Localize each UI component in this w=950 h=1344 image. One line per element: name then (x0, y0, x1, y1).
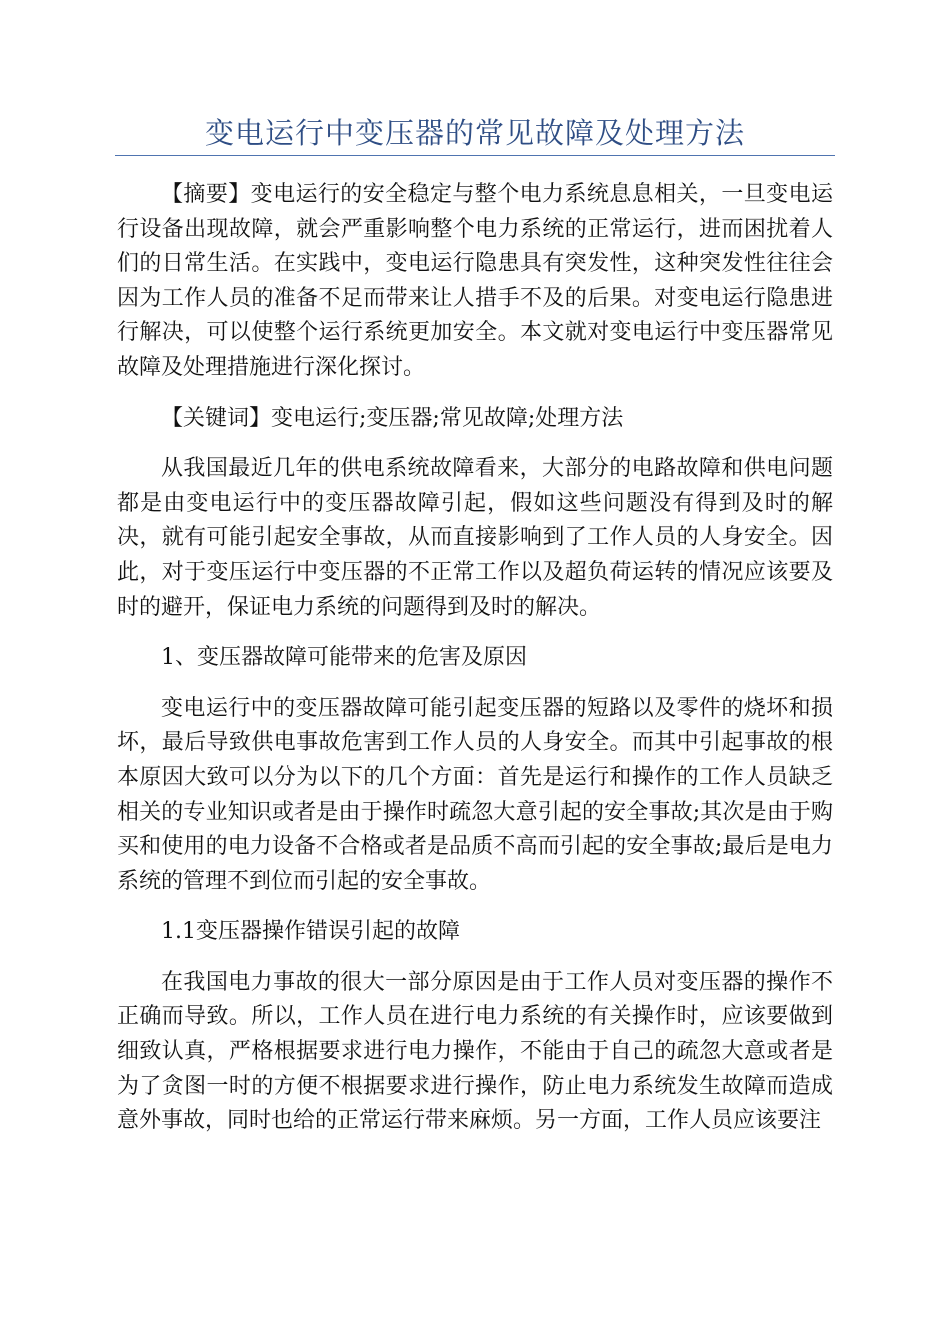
document-body (117, 178, 833, 1155)
subsection-heading-1-1: 1.1变压器操作错误引起的故障 (161, 919, 460, 945)
intro-paragraph: 从我国最近几年的供电系统故障看来，大部分的电路故障和供电问题都是由变电运行中的变压器故障引起，假如这些问题没有得到及时的解决，就有可能引起安全事故，从而直接影响到了工作人员的人身安全。因此，对于变压运行中变压器的不正常工作以及超负荷运转的情况应该要及时的避开，保证电力系统的问题得到及时的解决。 (117, 456, 833, 620)
title-underline (115, 155, 835, 156)
section-1-paragraph: 变电运行中的变压器故障可能引起变压器的短路以及零件的烧坏和损坏，最后导致供电事故危害到工作人员的人身安全。而其中引起事故的根本原因大致可以分为以下的几个方面：首先是运行和操作的工作人员缺乏相关的专业知识或者是由于操作时疏忽大意引起的安全事故;其次是由于购买和使用的电力设备不合格或者是品质不高而引起的安全事故;最后是电力系统的管理不到位而引起的安全事故。 (117, 695, 833, 894)
subsection-1-1-paragraph: 在我国电力事故的很大一部分原因是由于工作人员对变压器的操作不正确而导致。所以，工作人员在进行电力系统的有关操作时，应该要做到细致认真，严格根据要求进行电力操作，不能由于自己的疏忽大意或者是为了贪图一时的方便不根据要求进行操作，防止电力系统发生故障而造成意外事故，同时也给的正常运行带来麻烦。另一方面，工作人员应该要注 (117, 969, 833, 1134)
abstract-paragraph: 【摘要】变电运行的安全稳定与整个电力系统息息相关，一旦变电运行设备出现故障，就会严重影响整个电力系统的正常运行，进而困扰着人们的日常生活。在实践中，变电运行隐患具有突发性，这种突发性往往会因为工作人员的准备不足而带来让人措手不及的后果。对变电运行隐患进行解决，可以使整个运行系统更加安全。本文就对变电运行中变压器常见故障及处理措施进行深化探讨。 (117, 182, 833, 380)
keywords-paragraph: 【关键词】变电运行;变压器;常见故障;处理方法 (161, 405, 624, 431)
document-title: 变电运行中变压器的常见故障及处理方法 (204, 116, 745, 150)
section-heading-1: 1、变压器故障可能带来的危害及原因 (161, 645, 527, 671)
